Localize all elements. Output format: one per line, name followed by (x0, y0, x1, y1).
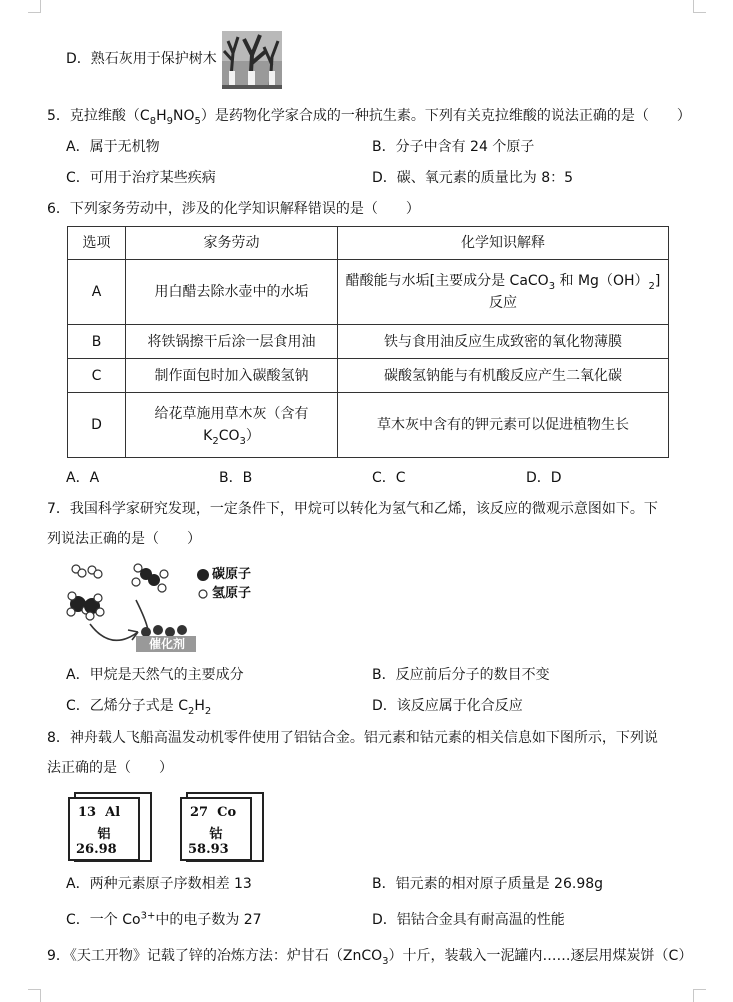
q7-option-d: D．该反应属于化合反应 (372, 698, 523, 714)
table-cell (126, 393, 338, 458)
table-header: 化学知识解释 (338, 227, 669, 260)
subscript: 2 (648, 280, 655, 292)
table-cell: 将铁锅擦干后涂一层食用油 (126, 325, 338, 359)
q6-option-a: A．A (66, 470, 100, 486)
q7-option-c (66, 697, 211, 715)
q7-option-b: B．反应前后分子的数目不变 (372, 667, 550, 683)
q6-option-d: D．D (526, 470, 562, 486)
subscript: 3 (382, 955, 389, 967)
q5-option-b: B．分子中含有 24 个原子 (372, 139, 535, 155)
q5-option-a: A．属于无机物 (66, 139, 160, 155)
subscript: 2 (188, 705, 195, 717)
q7-stem-line2: 列说法正确的是（ ） (47, 531, 201, 547)
q4-option-d: D．熟石灰用于保护树木 (66, 51, 217, 67)
q6-option-c: C．C (372, 470, 406, 486)
option-text: C．乙烯分子式是 C (66, 698, 189, 714)
subscript: 3 (548, 280, 556, 292)
cell-text: ] (654, 273, 661, 289)
table-cell: 用白醋去除水壶中的水垢 (126, 260, 338, 325)
hydrogen-atom-icon (197, 588, 209, 600)
cell-text: CO (218, 428, 240, 444)
subscript: 2 (212, 435, 219, 447)
element-symbol: Co (217, 805, 237, 820)
q5-option-c: C．可用于治疗某些疾病 (66, 170, 216, 186)
tree-photo (222, 31, 282, 89)
subscript: 2 (204, 705, 212, 717)
corner-mark (693, 989, 706, 1002)
table-cell: 铁与食用油反应生成致密的氧化物薄膜 (338, 325, 669, 359)
legend-carbon: 碳原子 (212, 567, 252, 582)
q6-table (67, 226, 669, 458)
cell-text: K (203, 428, 213, 444)
q8-stem-line2: 法正确的是（ ） (47, 760, 173, 776)
atomic-mass: 58.93 (188, 842, 229, 857)
cell-text: ） (245, 428, 260, 444)
table-cell: 制作面包时加入碳酸氢钠 (126, 359, 338, 393)
explanation-line (342, 270, 664, 292)
option-text: H (194, 698, 205, 714)
table-cell: B (68, 325, 126, 359)
q8-option-a: A．两种元素原子序数相差 13 (66, 876, 252, 892)
option-text: C．一个 Co (66, 912, 141, 928)
element-name: 铝 (97, 827, 111, 842)
task-line (130, 425, 333, 447)
q8-option-c (66, 911, 262, 929)
q7-option-a: A．甲烷是天然气的主要成分 (66, 667, 244, 683)
element-card-cobalt (180, 797, 252, 861)
corner-mark (28, 989, 41, 1002)
table-cell: 碳酸氢钠能与有机酸反应产生二氧化碳 (338, 359, 669, 393)
legend-hydrogen: 氢原子 (212, 586, 252, 601)
element-card-aluminum (68, 797, 140, 861)
subscript: 8 (149, 115, 157, 127)
element-symbol: Al (105, 805, 121, 820)
subscript: 5 (194, 115, 201, 127)
q5-stem-text: ）是药物化学家合成的一种抗生素。下列有关克拉维酸的说法正确的是（ ） (200, 108, 691, 124)
table-cell: A (68, 260, 126, 325)
element-number-symbol (190, 805, 236, 820)
table-row (68, 359, 669, 393)
q5-stem (47, 107, 691, 125)
q9-stem (47, 947, 692, 965)
q7-stem-line1: 7．我国科学家研究发现，一定条件下，甲烷可以转化为氢气和乙烯，该反应的微观示意图如下。下 (47, 501, 658, 517)
q9-stem-text: ）十斤，装载入一泥罐内……逐层用煤炭饼（C） (388, 948, 693, 964)
subscript: 9 (166, 115, 173, 127)
cell-text: 醋酸能与水垢[主要成分是 CaCO (345, 273, 549, 289)
element-number-symbol (78, 805, 120, 820)
task-line: 给花草施用草木灰（含有 (154, 406, 309, 422)
table-header: 选项 (68, 227, 126, 260)
q5-stem-text: NO (172, 108, 195, 124)
carbon-atom-icon (196, 568, 210, 582)
q9-stem-text: 9．《天工开物》记载了锌的冶炼方法：炉甘石（ZnCO (47, 948, 383, 964)
corner-mark (28, 0, 41, 13)
superscript: 3+ (140, 910, 156, 922)
q6-stem: 6．下列家务劳动中，涉及的化学知识解释错误的是（ ） (47, 201, 420, 217)
option-text: 中的电子数为 27 (155, 912, 262, 928)
table-cell: D (68, 393, 126, 458)
table-cell: 草木灰中含有的钾元素可以促进植物生长 (338, 393, 669, 458)
table-header: 家务劳动 (126, 227, 338, 260)
q5-stem-text: H (156, 108, 167, 124)
explanation-line: 反应 (489, 295, 517, 311)
subscript: 3 (239, 435, 246, 447)
cell-text: 和 Mg（OH） (555, 273, 649, 289)
table-row (68, 393, 669, 458)
q8-option-d: D．铝钴合金具有耐高温的性能 (372, 912, 565, 928)
table-cell (338, 260, 669, 325)
catalyst-label: 催化剂 (148, 637, 185, 651)
table-row (68, 260, 669, 325)
table-row (68, 325, 669, 359)
q5-stem-text: 5．克拉维酸（C (47, 108, 150, 124)
q6-option-b: B．B (219, 470, 253, 486)
q8-option-b: B．铝元素的相对原子质量是 26.98g (372, 876, 604, 892)
table-cell: C (68, 359, 126, 393)
atomic-mass: 26.98 (76, 842, 117, 857)
q5-option-d: D．碳、氧元素的质量比为 8：5 (372, 170, 574, 186)
corner-mark (693, 0, 706, 13)
atomic-number: 27 (190, 805, 209, 820)
table-header-row (68, 227, 669, 260)
element-name: 钴 (209, 827, 223, 842)
q8-stem-line1: 8．神舟载人飞船高温发动机零件使用了铝钴合金。铝元素和钴元素的相关信息如下图所示，下列说 (47, 730, 658, 746)
atomic-number: 13 (78, 805, 97, 820)
